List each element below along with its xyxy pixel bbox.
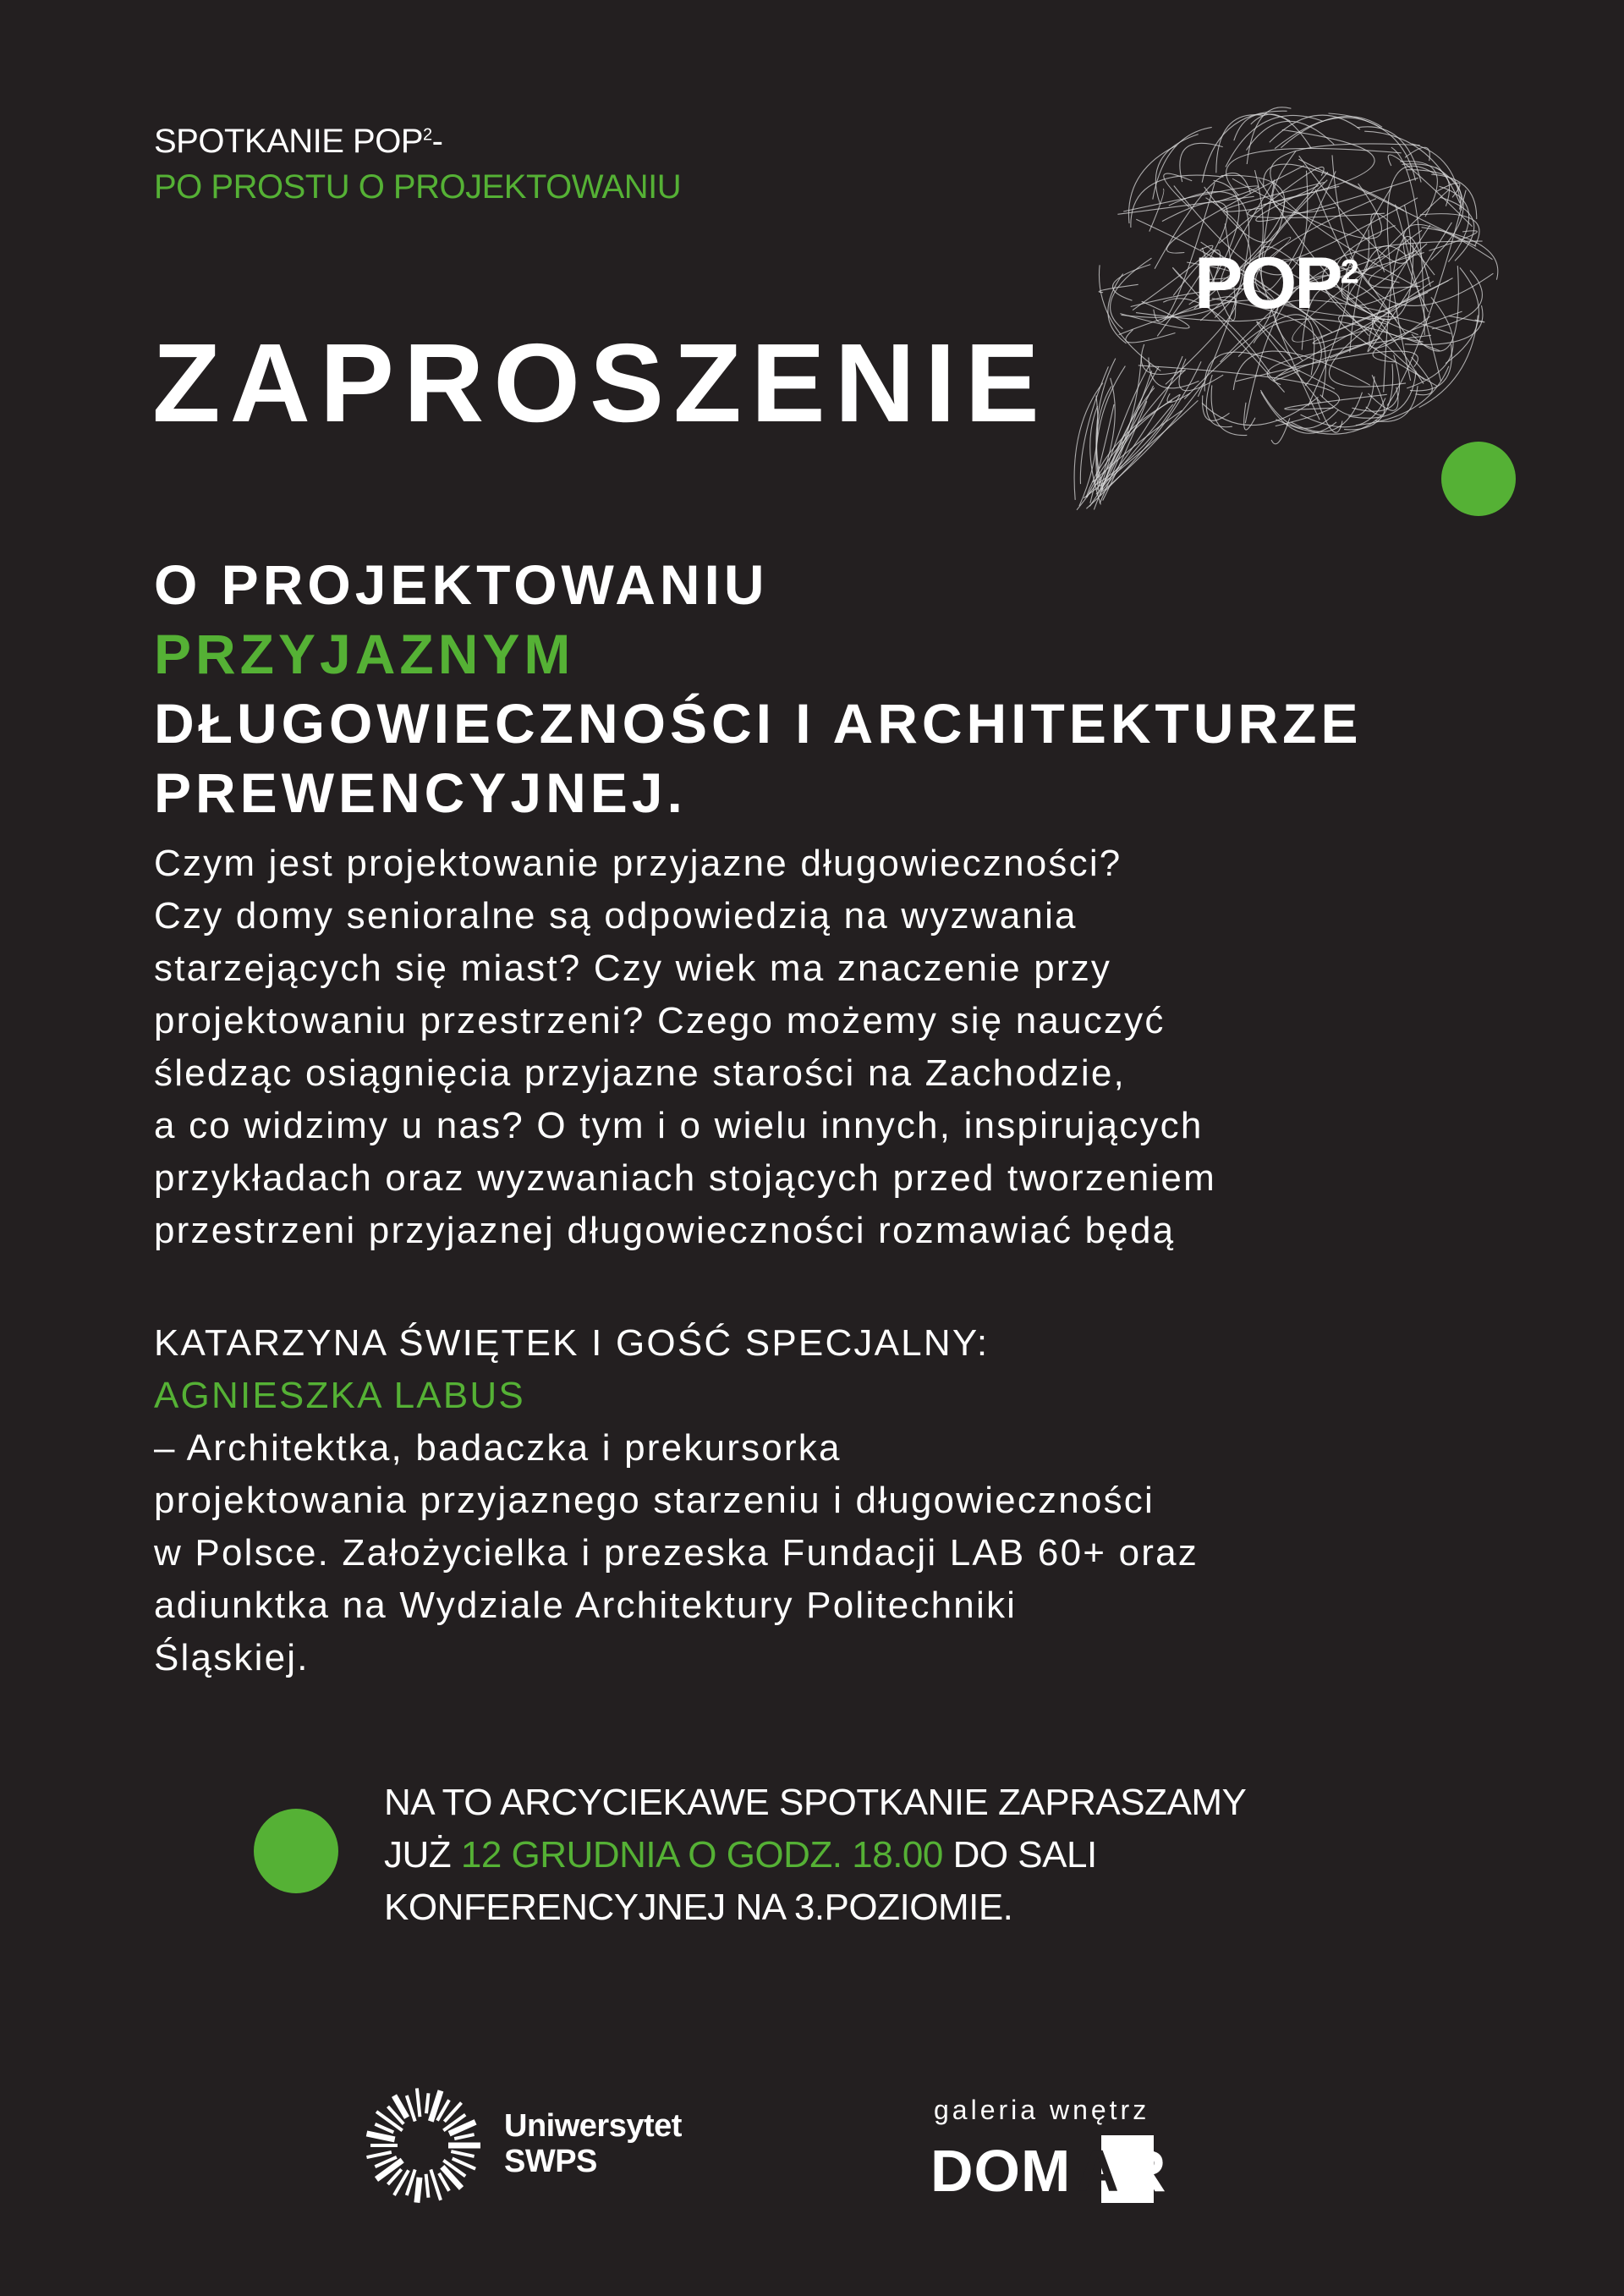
series-title-dash: - [431, 123, 443, 160]
topic-line-2: DŁUGOWIECZNOŚCI I ARCHITEKTURZE [154, 692, 1363, 755]
scribble-stroke [1112, 265, 1150, 301]
invitation-details [384, 1777, 1484, 1934]
swps-ray [426, 2174, 429, 2198]
swps-ray [417, 2088, 420, 2117]
swps-ray [417, 2178, 420, 2203]
description-line: przykładach oraz wyzwaniach stojących przed tworzeniem [154, 1157, 1216, 1199]
scribble-stroke [1372, 316, 1451, 380]
scribble-stroke [1236, 351, 1418, 382]
event-description [154, 838, 1507, 1257]
green-dot-icon [1441, 442, 1516, 516]
topic-line-1-white: O PROJEKTOWANIU [154, 553, 769, 616]
swps-ray [426, 2093, 429, 2113]
invite-line-3: KONFERENCYJNEJ NA 3.POZIOMIE. [384, 1887, 1013, 1928]
domar-logo-text: DOMAR [930, 2138, 1167, 2203]
description-line: Czym jest projektowanie przyjazne długowieczności? [154, 843, 1122, 884]
scribble-stroke [1202, 397, 1319, 425]
scribble-stroke [1099, 284, 1138, 292]
series-title-text: SPOTKANIE POP [154, 123, 424, 160]
green-dot-icon [254, 1809, 338, 1893]
description-line: Czy domy senioralne są odpowiedzią na wyzwania [154, 895, 1078, 937]
scribble-stroke [1244, 403, 1255, 430]
scribble-stroke [1396, 205, 1441, 382]
swps-line-2: SWPS [504, 2144, 597, 2179]
event-series-label [154, 118, 681, 210]
domar-logo [930, 2135, 1221, 2203]
guest-name: AGNIESZKA LABUS [154, 1375, 525, 1416]
pop-logo-text: POP [1194, 243, 1341, 324]
swps-line-1: Uniwersytet [504, 2108, 682, 2144]
swps-ray [454, 2134, 474, 2139]
guest-bio-start: – Architektka, badaczka i prekursorka [154, 1427, 842, 1469]
series-title-sup: 2 [423, 125, 432, 145]
invite-line-2 [384, 1829, 1484, 1881]
scribble-stroke [1153, 127, 1212, 199]
pop-logo-sup: 2 [1340, 253, 1357, 291]
scribble-stroke [1226, 115, 1324, 167]
invite-line-2-c: DO SALI [942, 1834, 1097, 1876]
scribble-stroke [1141, 344, 1185, 375]
description-line: śledząc osiągnięcia przyjazne starości na Zachodzie, [154, 1052, 1126, 1094]
pop-logo [1194, 243, 1357, 324]
topic-line-1 [154, 550, 1507, 689]
description-line: starzejących się miast? Czy wiek ma znaczenie przy [154, 948, 1112, 989]
domar-tagline: galeria wnętrz [934, 2095, 1150, 2125]
guest-bio-line: adiunktka na Wydziale Architektury Politechniki [154, 1585, 1018, 1626]
description-line: projektowaniu przestrzeni? Czego możemy się nauczyć [154, 1000, 1166, 1041]
guest-line [154, 1370, 1507, 1475]
scribble-stroke [1329, 113, 1416, 181]
scribble-stroke [1257, 321, 1321, 403]
swps-logo-text [504, 2108, 682, 2179]
event-date-time: 12 GRUDNIA O GODZ. 18.00 [460, 1834, 943, 1876]
speakers-heading: KATARZYNA ŚWIĘTEK I GOŚĆ SPECJALNY: [154, 1322, 990, 1364]
guest-bio-line: projektowania przyjaznego starzeniu i długowieczności [154, 1480, 1155, 1521]
scribble-stroke [1126, 330, 1176, 343]
swps-ray [407, 2096, 415, 2122]
description-line: przestrzeni przyjaznej długowieczności rozmawiać będą [154, 1210, 1176, 1251]
event-topic [154, 550, 1507, 827]
series-title [154, 118, 681, 164]
swps-ray [367, 2152, 392, 2157]
topic-line-3: PREWENCYJNEJ. [154, 761, 687, 824]
guest-bio-line: w Polsce. Założycielka i prezeska Fundacji LAB 60+ oraz [154, 1532, 1199, 1574]
scribble-stroke [1184, 315, 1314, 399]
swps-ray [375, 2124, 393, 2133]
swps-logo-icon [362, 2085, 484, 2206]
description-line: a co widzimy u nas? O tym i o wielu innych, inspirujących [154, 1105, 1204, 1146]
swps-ray [451, 2151, 474, 2156]
swps-ray [367, 2134, 395, 2139]
topic-line-1-green: PRZYJAZNYM [154, 623, 575, 685]
series-subtitle: PO PROSTU O PROJEKTOWANIU [154, 168, 682, 206]
page-title: ZAPROSZENIE [152, 321, 1049, 445]
scribble-stroke [1211, 385, 1247, 435]
speakers-section [154, 1317, 1507, 1684]
scribble-tail-stroke [1086, 361, 1201, 508]
guest-bio-line: Śląskiej. [154, 1637, 310, 1678]
scribble-stroke [1422, 228, 1498, 280]
invite-line-2-a: JUŻ [384, 1834, 461, 1876]
invite-line-1: NA TO ARCYCIEKAWE SPOTKANIE ZAPRASZAMY [384, 1782, 1247, 1823]
